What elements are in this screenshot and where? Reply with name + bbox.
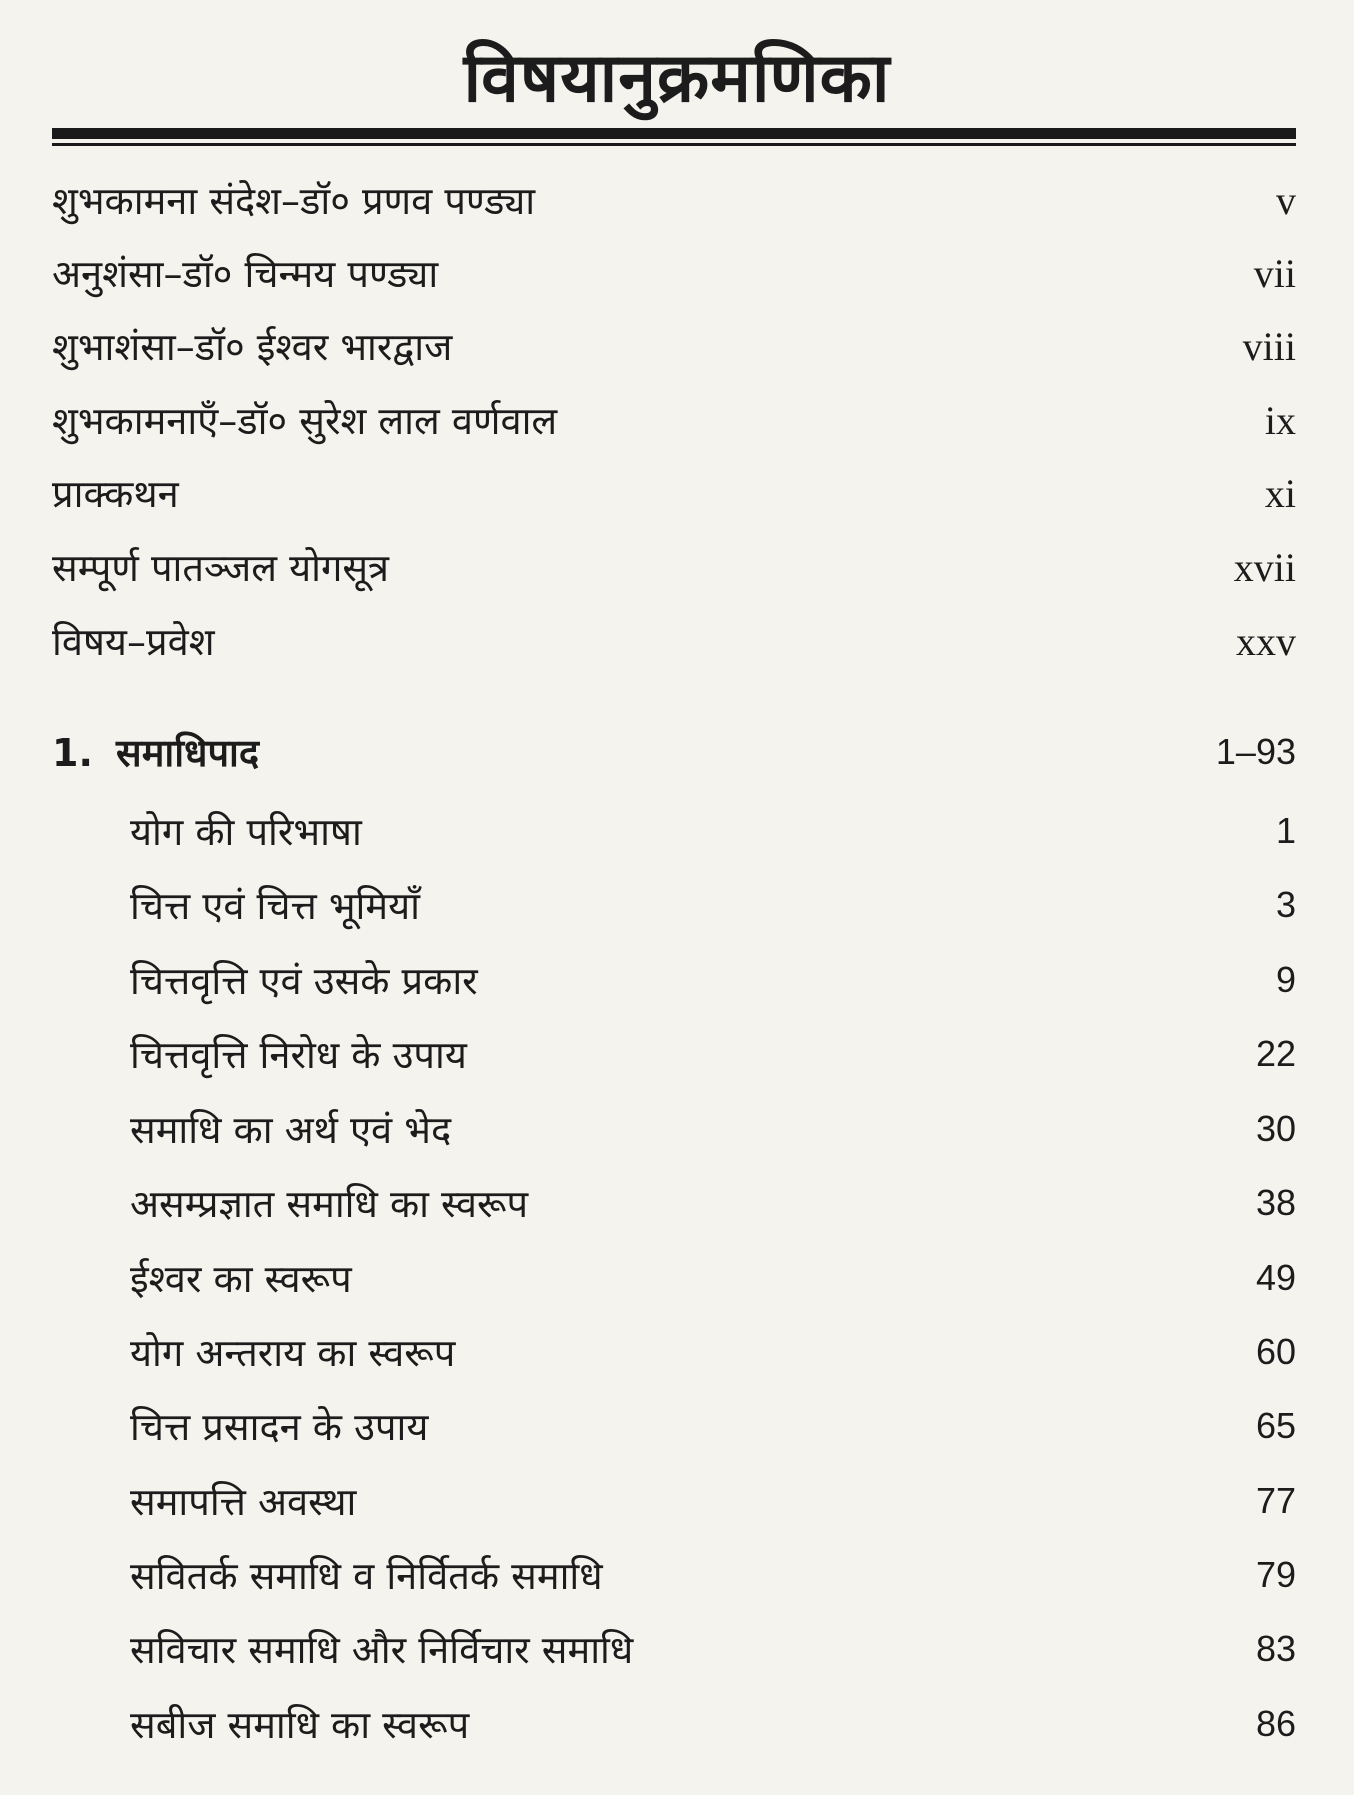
toc-entry-label: शुभकामनाएँ–डॉ० सुरेश लाल वर्णवाल — [52, 399, 558, 443]
toc-entry[interactable] — [52, 170, 1296, 230]
title-underline-thin — [52, 143, 1296, 146]
toc-section-label: चित्तवृत्ति निरोध के उपाय — [130, 1033, 467, 1077]
toc-entry-page: xi — [1264, 470, 1296, 516]
toc-section-page: 38 — [1255, 1182, 1296, 1223]
toc-section[interactable] — [52, 1024, 1296, 1084]
toc-entry-page: ix — [1264, 397, 1296, 443]
toc-entry[interactable] — [52, 390, 1296, 450]
toc-section[interactable] — [52, 950, 1296, 1010]
toc-entry-label: शुभाशंसा–डॉ० ईश्वर भारद्वाज — [52, 325, 453, 369]
toc-section-page: 9 — [1275, 959, 1296, 1000]
toc-section-label: असम्प्रज्ञात समाधि का स्वरूप — [130, 1182, 529, 1226]
toc-section-page: 77 — [1255, 1480, 1296, 1521]
toc-section[interactable] — [52, 1173, 1296, 1233]
toc-entry-label: सम्पूर्ण पातञ्जल योगसूत्र — [52, 546, 390, 590]
toc-section-label: सविचार समाधि और निर्विचार समाधि — [130, 1628, 634, 1672]
toc-entry-label: शुभकामना संदेश–डॉ० प्रणव पण्ड्या — [52, 179, 536, 223]
toc-section-label: चित्तवृत्ति एवं उसके प्रकार — [130, 959, 478, 1003]
page-title: विषयानुक्रमणिका — [463, 39, 891, 118]
toc-chapter-number: 1. — [52, 731, 93, 775]
toc-section[interactable] — [52, 801, 1296, 861]
title-underline-thick — [52, 128, 1296, 139]
toc-section-page: 86 — [1255, 1703, 1296, 1744]
toc-section-page: 1 — [1275, 810, 1296, 851]
toc-section-page: 49 — [1255, 1257, 1296, 1298]
toc-entry-page: xxv — [1236, 618, 1296, 664]
toc-entry-page: vii — [1253, 250, 1296, 296]
toc-section[interactable] — [52, 1396, 1296, 1456]
toc-chapter-title: समाधिपाद — [116, 731, 260, 775]
toc-entry[interactable] — [52, 611, 1296, 671]
toc-entry-label: विषय–प्रवेश — [52, 620, 215, 664]
toc-section-page: 22 — [1255, 1033, 1296, 1074]
toc-section-label: सबीज समाधि का स्वरूप — [130, 1703, 470, 1747]
toc-entry[interactable] — [52, 243, 1296, 303]
toc-section-page: 30 — [1255, 1108, 1296, 1149]
toc-section-label: चित्त एवं चित्त भूमियाँ — [130, 884, 421, 928]
toc-section[interactable] — [52, 1099, 1296, 1159]
toc-chapter-label — [52, 726, 259, 778]
toc-entry[interactable] — [52, 316, 1296, 376]
toc-section-page: 65 — [1255, 1405, 1296, 1446]
toc-section[interactable] — [52, 1471, 1296, 1531]
toc-section-label: सवितर्क समाधि व निर्वितर्क समाधि — [130, 1554, 603, 1598]
toc-entry-page: xvii — [1233, 544, 1296, 590]
toc-section[interactable] — [52, 875, 1296, 935]
toc-entry-page: v — [1276, 177, 1296, 223]
toc-section[interactable] — [52, 1545, 1296, 1605]
toc-section-label: योग की परिभाषा — [130, 810, 362, 854]
toc-section-label: चित्त प्रसादन के उपाय — [130, 1405, 429, 1449]
toc-entry-page: viii — [1242, 323, 1296, 369]
toc-section[interactable] — [52, 1694, 1296, 1754]
toc-entry-label: प्राक्कथन — [52, 472, 179, 516]
toc-section-page: 3 — [1275, 884, 1296, 925]
toc-section-label: समापत्ति अवस्था — [130, 1480, 357, 1524]
toc-section-page: 79 — [1255, 1554, 1296, 1595]
toc-section[interactable] — [52, 1322, 1296, 1382]
toc-section-label: योग अन्तराय का स्वरूप — [130, 1331, 456, 1375]
toc-section[interactable] — [52, 1619, 1296, 1679]
toc-entry[interactable] — [52, 463, 1296, 523]
toc-section-page: 83 — [1255, 1628, 1296, 1669]
toc-entry-label: अनुशंसा–डॉ० चिन्मय पण्ड्या — [52, 252, 439, 296]
toc-entry[interactable] — [52, 537, 1296, 597]
toc-section-label: ईश्वर का स्वरूप — [130, 1257, 352, 1301]
toc-section-page: 60 — [1255, 1331, 1296, 1372]
toc-chapter[interactable] — [52, 722, 1296, 782]
toc-section[interactable] — [52, 1248, 1296, 1308]
toc-chapter-pages: 1–93 — [1215, 731, 1296, 772]
toc-section-label: समाधि का अर्थ एवं भेद — [130, 1108, 452, 1152]
